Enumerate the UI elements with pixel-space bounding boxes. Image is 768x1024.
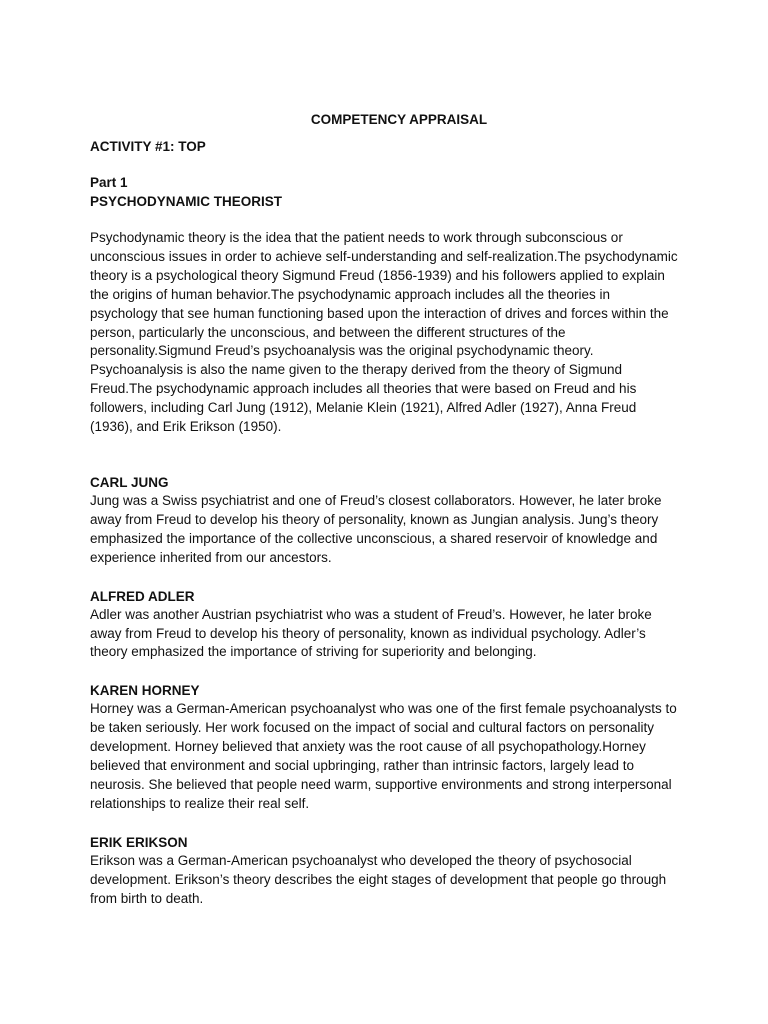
theorist-description: Jung was a Swiss psychiatrist and one of Freud’s closest collaborators. However, he later broke away from Freud to develop his theory of personality, known as Jungian analysis. Jung’s theory emphasized the importance of the collective unconscious, a shared reservoir of knowledge and experience inherited from our ancestors. <box>90 492 662 565</box>
theorist-section-erikson <box>90 833 680 909</box>
theorist-name: ALFRED ADLER <box>90 588 195 604</box>
activity-heading: ACTIVITY #1: TOP <box>90 139 206 154</box>
theorist-name: KAREN HORNEY <box>90 683 200 699</box>
intro-paragraph: Psychodynamic theory is the idea that the patient needs to work through subconscious or unconscious issues in order to achieve self-understanding and self-realization.The psychodynamic theory is a psychological theory Sigmund Freud (1856-1939) and his followers applied to explain the origins of human behavior.The psychodynamic approach includes all the theories in psychology that see human functioning based upon the interaction of drives and forces within the person, particularly the unconscious, and between the different structures of the personality.Sigmund Freud’s psychoanalysis was the original psychodynamic theory. Psychoanalysis is also the name given to the therapy derived from the theory of Sigmund Freud.The psychodynamic approach includes all theories that were based on Freud and his followers, including Carl Jung (1912), Melanie Klein (1921), Alfred Adler (1927), Anna Freud (1936), and Erik Erikson (1950). <box>90 230 678 435</box>
document-title: COMPETENCY APPRAISAL <box>310 112 488 127</box>
theorist-description: Horney was a German-American psychoanalyst who was one of the first female psychoanalysts to be taken seriously. Her work focused on the impact of social and cultural factors on personality development. Horney believed that anxiety was the root cause of all psychopathology.Horney believed that environment and social upbringing, rather than intrinsic factors, largely lead to neurosis. She believed that people need warm, supportive environments and strong interpersonal relationships to realize their real self. <box>90 701 677 811</box>
theorist-name: ERIK ERIKSON <box>90 834 188 850</box>
theorist-name: CARL JUNG <box>90 474 169 490</box>
theorist-description: Adler was another Austrian psychiatrist who was a student of Freud’s. However, he later broke away from Freud to develop his theory of personality, known as individual psychology. Adler’s theory emphasized the importance of striving for superiority and belonging. <box>90 606 652 660</box>
theorist-section-adler <box>90 587 680 663</box>
section-heading: PSYCHODYNAMIC THEORIST <box>90 194 283 209</box>
theorist-description: Erikson was a German-American psychoanalyst who developed the theory of psychosocial development. Erikson’s theory describes the eight stages of development that people go through from birth to death. <box>90 852 667 906</box>
part-heading: Part 1 <box>90 175 128 190</box>
document-page <box>90 110 680 908</box>
theorist-section-horney <box>90 681 680 813</box>
theorist-section-jung <box>90 473 680 568</box>
